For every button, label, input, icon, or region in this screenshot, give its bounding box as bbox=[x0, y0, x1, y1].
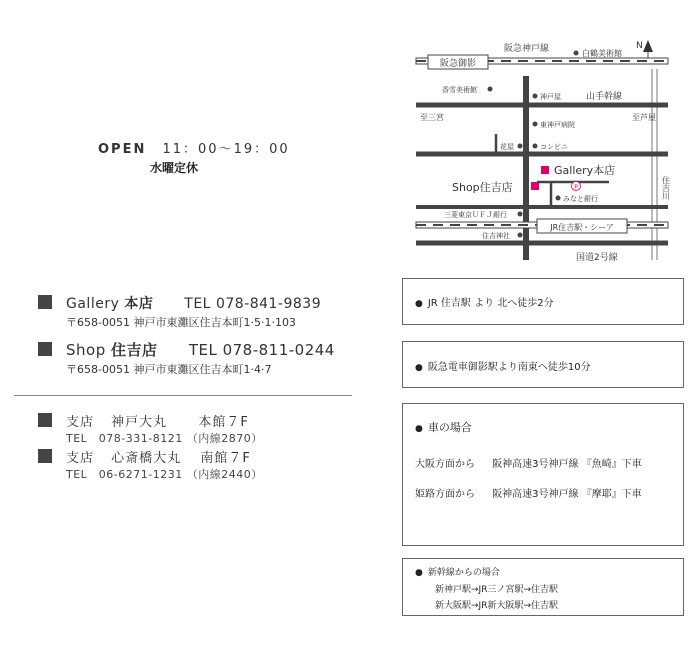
kobeya-marker bbox=[533, 94, 538, 99]
square-bullet-icon bbox=[38, 449, 52, 463]
shop-address: 〒658-0051 神戸市東灘区住吉本町1·4·7 bbox=[66, 363, 272, 376]
branch-label: 支店 bbox=[66, 415, 95, 430]
branch-label: 支店 bbox=[66, 451, 95, 466]
square-bullet-icon bbox=[38, 413, 52, 427]
ufj-bank-marker bbox=[518, 212, 523, 217]
shrine-marker bbox=[518, 233, 523, 238]
shop-name-jp: 本店 bbox=[124, 296, 154, 312]
shop-marker[interactable] bbox=[531, 182, 539, 190]
kobeya-label: 神戸屋 bbox=[540, 93, 561, 101]
hanaya-label: 花屋 bbox=[500, 143, 514, 151]
car-route: 阪神高速3号神戸線 『魚崎』下車 bbox=[492, 459, 642, 470]
hospital-marker bbox=[533, 122, 538, 127]
convenience-marker bbox=[533, 144, 538, 149]
access-map bbox=[404, 36, 680, 264]
shop-gallery bbox=[38, 293, 321, 330]
kosetsu-marker bbox=[488, 87, 493, 92]
shop-sumiyoshi bbox=[38, 339, 335, 377]
access-jr: JR 住吉駅 より 北へ徒歩2分 bbox=[427, 298, 554, 309]
minato-bank-label: みなと銀行 bbox=[563, 195, 598, 203]
parking-label: P bbox=[574, 184, 578, 191]
access-car-box bbox=[402, 403, 684, 546]
to-sannomiya-label: 至三宮 bbox=[420, 113, 444, 122]
north-label: N bbox=[636, 41, 643, 51]
hospital-label: 東神戸病院 bbox=[540, 121, 575, 129]
business-hours bbox=[98, 138, 290, 157]
car-route: 阪神高速3号神戸線 『摩耶』下車 bbox=[492, 489, 642, 500]
access-shinkansen-box bbox=[402, 558, 684, 616]
shinkansen-route: 新大阪駅→JR新大阪駅→住吉駅 bbox=[435, 601, 558, 611]
access-hankyu: 阪急電車御影駅より南東へ徒歩10分 bbox=[427, 362, 591, 373]
branch-tel[interactable]: TEL 06-6271-1231 （内線2440） bbox=[66, 468, 263, 481]
shop-address: 〒658-0051 神戸市東灘区住吉本町1·5·1·103 bbox=[66, 316, 296, 329]
branch-building: 南館７F bbox=[200, 451, 251, 466]
shinkansen-title: 新幹線からの場合 bbox=[427, 568, 500, 578]
sumiyoshi-river bbox=[652, 69, 657, 260]
shop-name-jp: 住吉店 bbox=[111, 341, 158, 359]
open-label: OPEN bbox=[98, 142, 147, 157]
tel-label: TEL bbox=[184, 296, 211, 312]
car-from: 大阪方面から bbox=[415, 459, 475, 470]
access-jr-box bbox=[402, 278, 684, 325]
car-from: 姫路方面から bbox=[415, 489, 475, 500]
branch-shinsaibashi bbox=[38, 447, 263, 482]
open-time: 11：00～19：00 bbox=[162, 142, 290, 157]
jr-station-label: JR住吉駅・シーア bbox=[550, 223, 614, 232]
to-ashiya-label: 至芦屋 bbox=[632, 113, 656, 122]
shop-map-label: Shop住吉店 bbox=[452, 181, 513, 194]
square-bullet-icon bbox=[38, 342, 52, 356]
branch-store: 心斎橋大丸 bbox=[111, 451, 182, 466]
shrine-label: 住吉神社 bbox=[482, 232, 510, 240]
tel-label: TEL bbox=[188, 341, 218, 359]
route2-label: 国道2号線 bbox=[576, 253, 618, 263]
hakutsuru-marker bbox=[574, 51, 579, 56]
shinkansen-route: 新神戸駅→JR三ノ宮駅→住吉駅 bbox=[435, 585, 558, 595]
convenience-label: コンビニ bbox=[540, 143, 568, 151]
access-hankyu-box bbox=[402, 341, 684, 388]
ufj-bank-label: 三菱東京ＵＦＪ銀行 bbox=[444, 211, 507, 219]
bullet-icon: ● bbox=[415, 363, 423, 373]
shop-tel[interactable]: 078-811-0244 bbox=[222, 341, 335, 359]
yamate-label: 山手幹線 bbox=[586, 92, 623, 102]
minato-bank-marker bbox=[556, 196, 561, 201]
hanaya-marker bbox=[518, 144, 523, 149]
hankyu-line-label: 阪急神戸線 bbox=[504, 44, 550, 54]
river-label: 住吉川 bbox=[661, 176, 671, 200]
square-bullet-icon bbox=[38, 295, 52, 309]
bullet-icon: ● bbox=[415, 299, 423, 309]
bullet-icon: ● bbox=[415, 424, 423, 434]
section-divider bbox=[14, 395, 352, 396]
branch-building: 本館７F bbox=[198, 415, 249, 430]
car-title: 車の場合 bbox=[427, 421, 472, 434]
gallery-marker[interactable] bbox=[541, 166, 549, 174]
bullet-icon: ● bbox=[415, 568, 423, 578]
closed-day: 水曜定休 bbox=[150, 161, 199, 175]
kosetsu-label: 香雪美術館 bbox=[442, 86, 477, 94]
branch-store: 神戸大丸 bbox=[111, 415, 168, 430]
shop-name-en: Shop bbox=[66, 341, 106, 359]
north-arrowhead-icon bbox=[643, 40, 653, 52]
branch-kobe bbox=[38, 411, 263, 446]
hakutsuru-label: 白鶴美術館 bbox=[582, 49, 622, 58]
branch-tel[interactable]: TEL 078-331-8121 （内線2870） bbox=[66, 432, 263, 445]
gallery-map-label: Gallery本店 bbox=[554, 164, 616, 177]
hankyu-station-label: 阪急御影 bbox=[439, 59, 477, 69]
shop-tel[interactable]: 078-841-9839 bbox=[215, 296, 322, 312]
shop-name-en: Gallery bbox=[66, 296, 120, 312]
